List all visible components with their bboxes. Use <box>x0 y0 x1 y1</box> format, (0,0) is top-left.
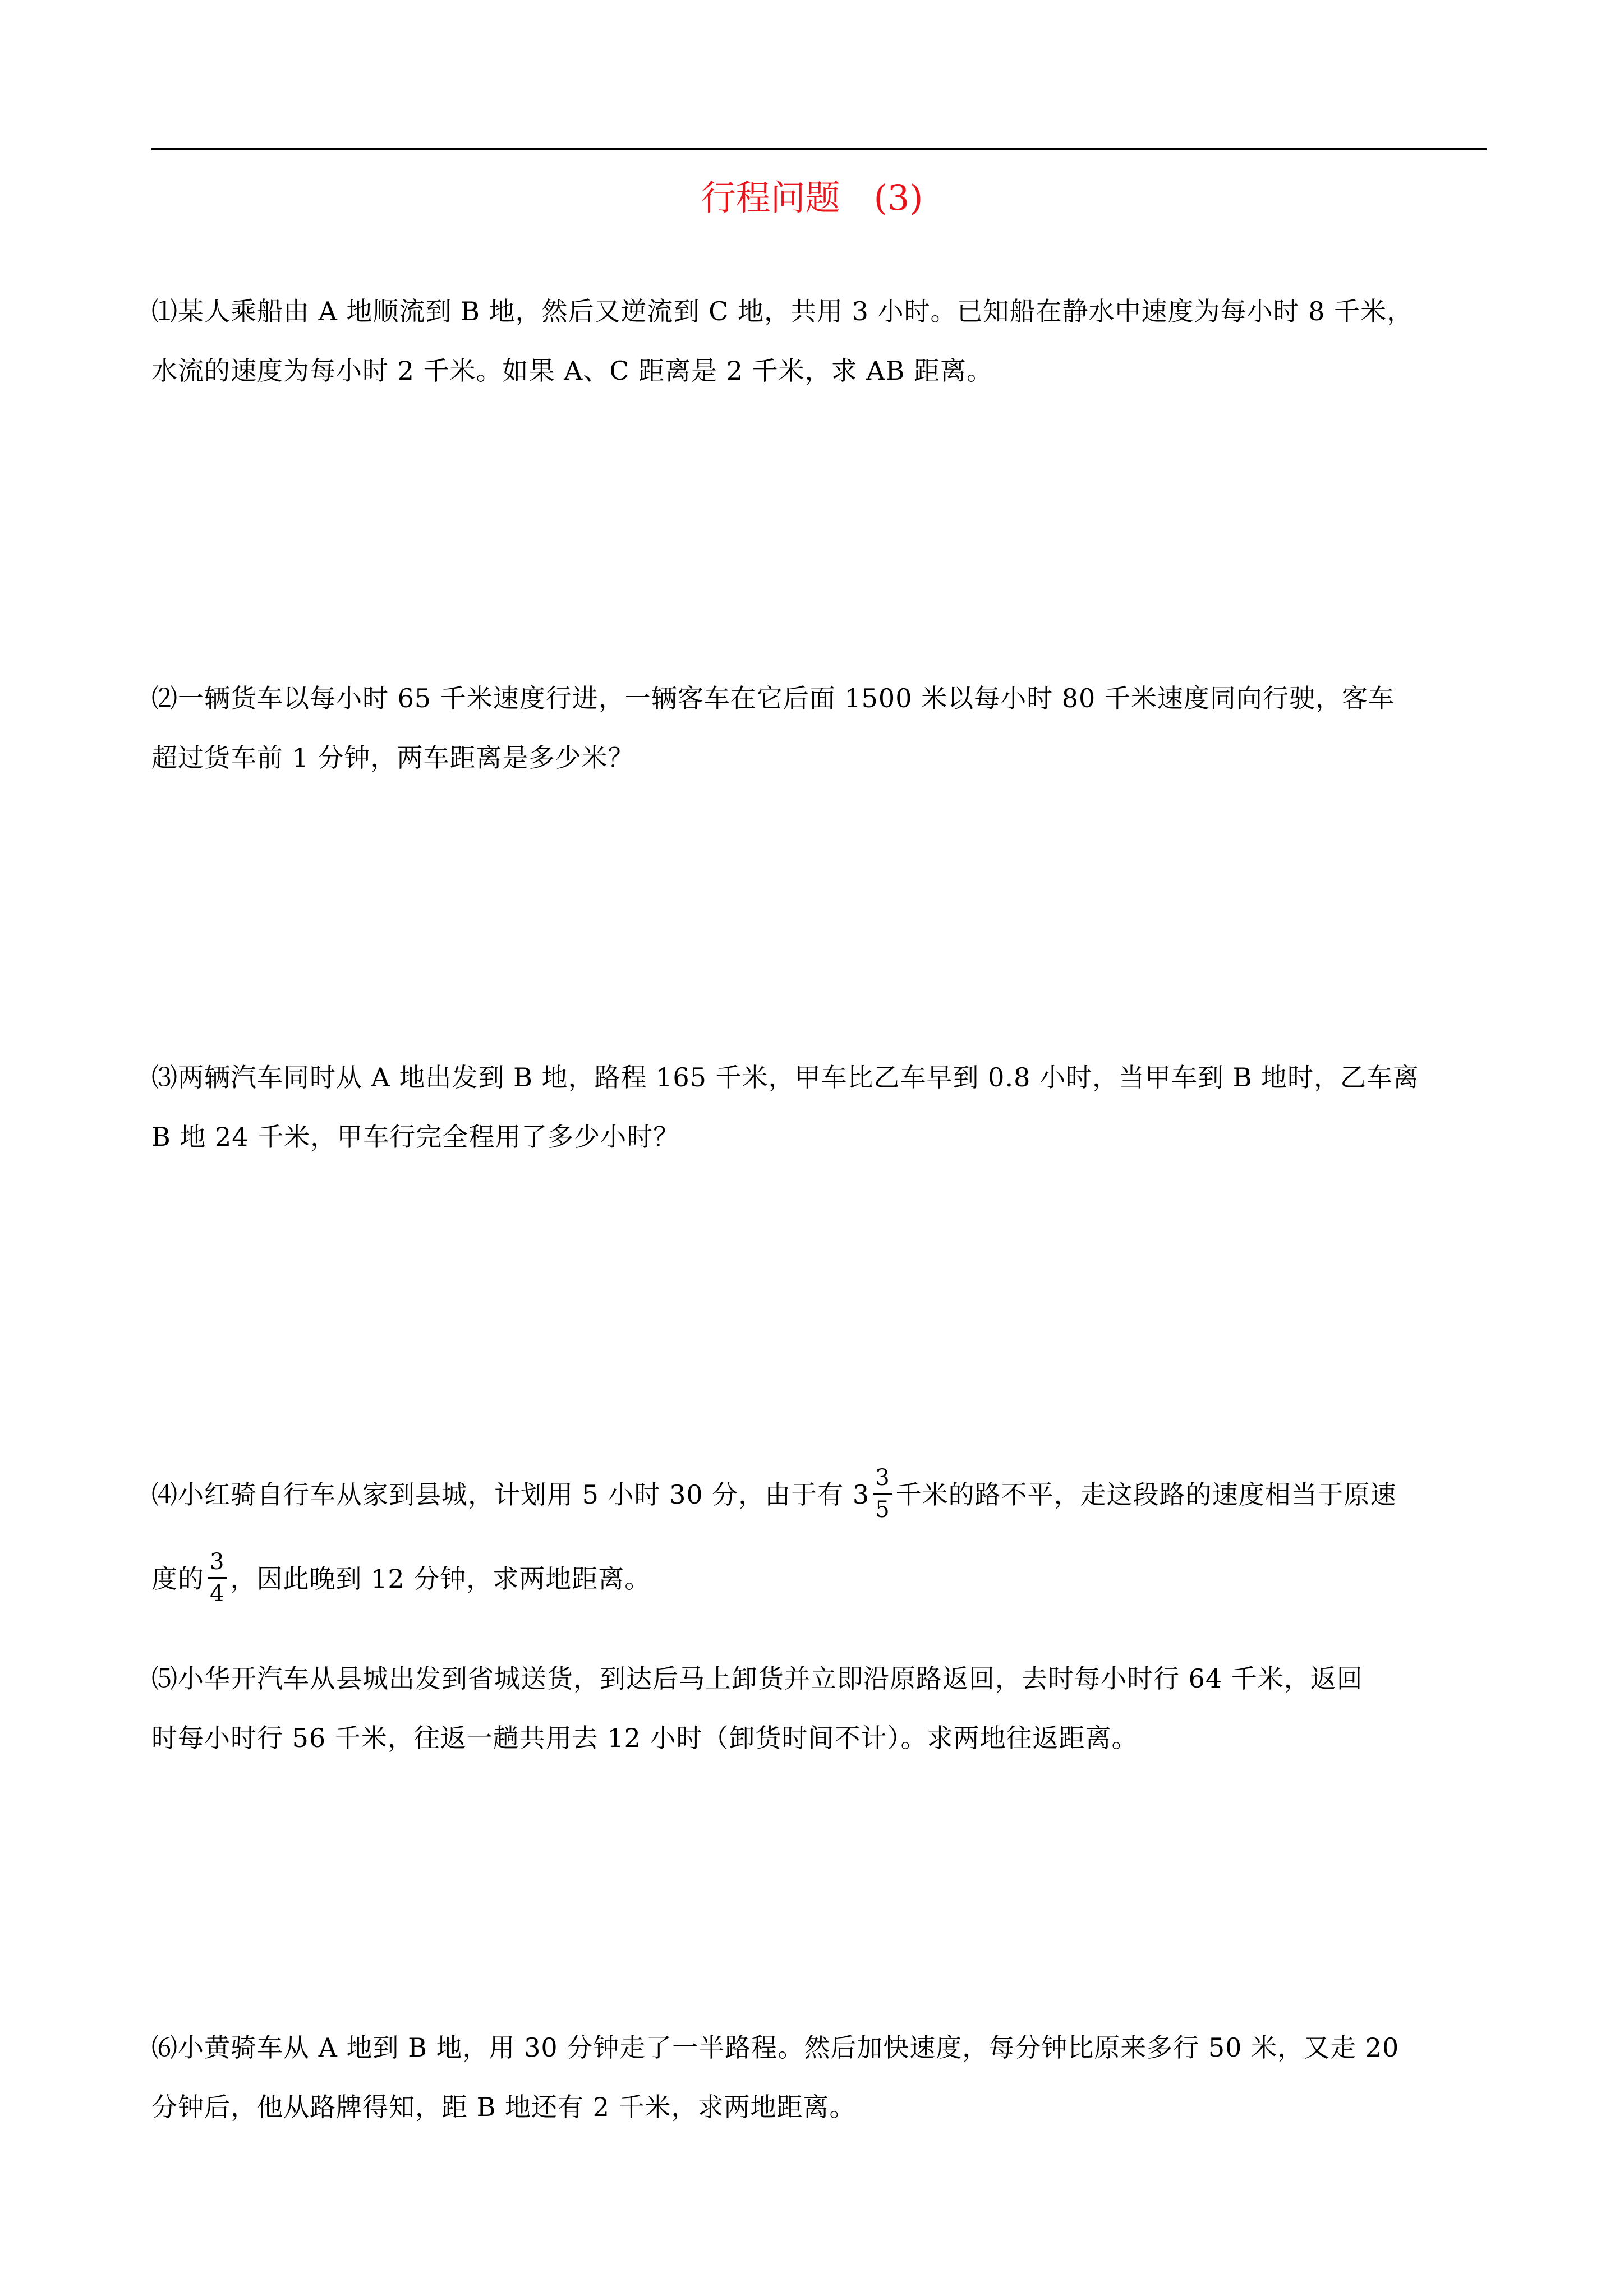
fraction-numerator: 3 <box>873 1463 892 1495</box>
question-4-line-1-end: 千米的路不平，走这段路的速度相当于原速 <box>895 1479 1397 1510</box>
page-title-main: 行程问题 <box>701 177 840 218</box>
question-2-line-1: ⑵一辆货车以每小时 65 千米速度行进，一辆客车在它后面 1500 米以每小时 80 千米速度同向行驶，客车 <box>151 683 1395 713</box>
question-2 <box>151 668 1487 787</box>
question-6-line-1: ⑹小黄骑车从 A 地到 B 地，用 30 分钟走了一半路程。然后加快速度，每分钟比原来多行 50 米，又走 20 <box>151 2032 1400 2063</box>
question-4-line-1 <box>151 1453 1487 1537</box>
question-4-line-2-start: 度的 <box>151 1564 204 1594</box>
question-2-line-2: 超过货车前 1 分钟，两车距离是多少米？ <box>151 743 634 773</box>
question-4-line-2 <box>151 1537 1487 1621</box>
question-1-line-1: ⑴某人乘船由 A 地顺流到 B 地，然后又逆流到 C 地，共用 3 小时。已知船在静水中速度为每小时 8 千米， <box>151 296 1413 326</box>
header-rule <box>151 148 1487 150</box>
fraction-denominator: 4 <box>210 1580 225 1607</box>
question-3-line-1: ⑶两辆汽车同时从 A 地出发到 B 地，路程 165 千米，甲车比乙车早到 0.8 小时，当甲车到 B 地时，乙车离 <box>151 1062 1420 1092</box>
question-3 <box>151 1048 1487 1167</box>
fraction-numerator: 3 <box>208 1547 227 1579</box>
question-3-line-2: B 地 24 千米，甲车行完全程用了多少小时？ <box>151 1122 680 1152</box>
question-5-line-2: 时每小时行 56 千米，往返一趟共用去 12 小时（卸货时间不计）。求两地往返距离。 <box>151 1723 1138 1753</box>
question-4 <box>151 1453 1487 1621</box>
question-5-line-1: ⑸小华开汽车从县城出发到省城送货，到达后马上卸货并立即沿原路返回，去时每小时行 64 千米，返回 <box>151 1663 1363 1694</box>
fraction-three-fifths <box>873 1463 892 1525</box>
page-title-suffix: (3) <box>873 177 923 218</box>
question-4-line-1-start: ⑷小红骑自行车从家到县城，计划用 5 小时 30 分，由于有 3 <box>151 1479 870 1510</box>
page-title <box>0 173 1624 223</box>
question-1 <box>151 282 1487 400</box>
fraction-three-quarters <box>208 1547 227 1609</box>
question-1-line-2: 水流的速度为每小时 2 千米。如果 A、C 距离是 2 千米，求 AB 距离。 <box>151 356 993 386</box>
question-6-line-2: 分钟后，他从路牌得知，距 B 地还有 2 千米，求两地距离。 <box>151 2092 856 2122</box>
question-6 <box>151 2018 1487 2137</box>
fraction-denominator: 5 <box>875 1496 890 1523</box>
question-5 <box>151 1649 1487 1768</box>
question-4-line-2-end: ，因此晚到 12 分钟，求两地距离。 <box>230 1564 651 1594</box>
